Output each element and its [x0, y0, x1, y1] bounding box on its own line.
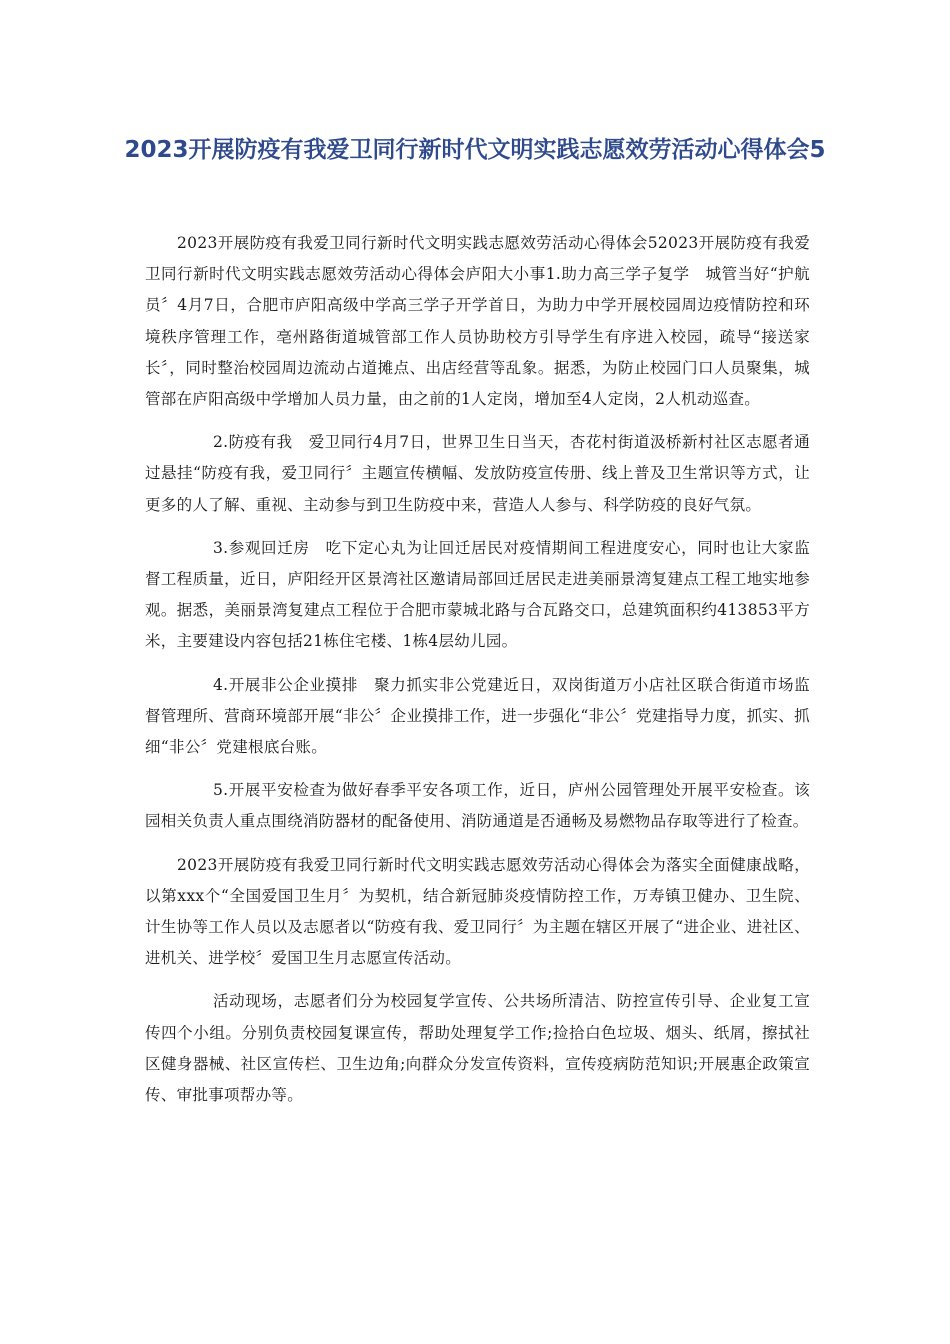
paragraph-summary: 2023开展防疫有我爱卫同行新时代文明实践志愿效劳活动心得体会为落实全面健康战略，以第xxx个“全国爱国卫生月〞为契机，结合新冠肺炎疫情防控工作，万寿镇卫健办、卫生院、计生协等工作人员以及志愿者以“防疫有我、爱卫同行〞为主题在辖区开展了“进企业、进社区、进机关、进学校〞爱国卫生月志愿宣传活动。: [145, 855, 810, 968]
page-title: 2023开展防疫有我爱卫同行新时代文明实践志愿效劳活动心得体会5: [124, 137, 826, 163]
paragraph-intro: 2023开展防疫有我爱卫同行新时代文明实践志愿效劳活动心得体会52023开展防疫有我爱卫同行新时代文明实践志愿效劳活动心得体会庐阳大小事1.助力高三学子复学 城管当好“护航员〞4月7日，合肥市庐阳高级中学高三学子开学首日，为助力中学开展校园周边疫情防控和环境秩序管理工作，亳州路街道城管部工作人员协助校方引导学生有序进入校园，疏导“接送家长〞，同时整治校园周边流动占道摊点、出店经营等乱象。据悉，为防止校园门口人员聚集，城管部在庐阳高级中学增加人员力量，由之前的1人定岗，增加至4人定岗，2人机动巡查。: [145, 234, 810, 409]
paragraph-item-3: 3.参观回迁房 吃下定心丸为让回迁居民对疫情期间工程进度安心，同时也让大家监督工程质量，近日，庐阳经开区景湾社区邀请局部回迁居民走进美丽景湾复建点工程工地实地参观。据悉，美丽景湾复建点工程位于合肥市蒙城北路与合瓦路交口，总建筑面积约413853平方米，主要建设内容包括21栋住宅楼、1栋4层幼儿园。: [145, 538, 810, 651]
paragraph-item-4: 4.开展非公企业摸排 聚力抓实非公党建近日，双岗街道万小店社区联合街道市场监督管理所、营商环境部开展“非公〞企业摸排工作，进一步强化“非公〞党建指导力度，抓实、抓细“非公〞党建根底台账。: [145, 675, 810, 757]
document-body: [145, 228, 810, 1111]
paragraph-activity: 活动现场，志愿者们分为校园复学宣传、公共场所清洁、防控宣传引导、企业复工宣传四个小组。分别负责校园复课宣传，帮助处理复学工作;捡拾白色垃圾、烟头、纸屑，擦拭社区健身器械、社区宣传栏、卫生边角;向群众分发宣传资料，宣传疫病防范知识;开展惠企政策宣传、审批事项帮办等。: [145, 992, 810, 1105]
paragraph-item-5: 5.开展平安检查为做好春季平安各项工作，近日，庐州公园管理处开展平安检查。该园相关负责人重点围绕消防器材的配备使用、消防通道是否通畅及易燃物品存取等进行了检查。: [145, 781, 810, 831]
paragraph-item-2: 2.防疫有我 爱卫同行4月7日，世界卫生日当天，杏花村街道汲桥新村社区志愿者通过悬挂“防疫有我，爱卫同行〞主题宣传横幅、发放防疫宣传册、线上普及卫生常识等方式，让更多的人了解、重视、主动参与到卫生防疫中来，营造人人参与、科学防疫的良好气氛。: [145, 433, 810, 514]
